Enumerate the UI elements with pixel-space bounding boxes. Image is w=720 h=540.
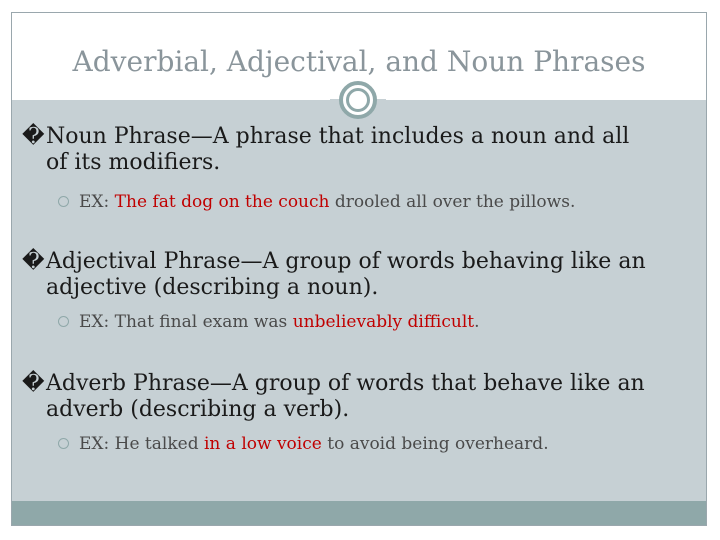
example-adverb-phrase <box>58 433 698 455</box>
footer-band <box>12 501 706 525</box>
bullet-line2: adjective (describing a noun). <box>46 275 379 300</box>
example-noun-phrase <box>58 191 698 213</box>
bullet-line1: Noun Phrase—A phrase that includes a noun and all <box>46 124 630 149</box>
example-highlight: in a low voice <box>204 434 322 454</box>
example-suffix: . <box>474 312 480 332</box>
example-prefix: EX: <box>79 192 115 212</box>
circle-ornament-icon <box>339 81 377 119</box>
bullet-line2: of its modifiers. <box>46 150 221 175</box>
bullet-line2: adverb (describing a verb). <box>46 397 350 422</box>
example-prefix: EX: He talked <box>79 434 204 454</box>
divider-line-right <box>386 98 706 100</box>
circle-bullet-icon <box>58 196 69 207</box>
example-suffix: drooled all over the pillows. <box>329 192 576 212</box>
bullet-line1: Adjectival Phrase—A group of words behaving like an <box>46 249 646 274</box>
example-highlight: The fat dog on the couch <box>114 192 330 212</box>
circle-ornament-inner <box>346 88 370 112</box>
bullet-noun-phrase <box>22 124 702 176</box>
example-suffix: to avoid being overheard. <box>321 434 549 454</box>
bullet-marker-icon: � <box>22 249 45 274</box>
bullet-line1: Adverb Phrase—A group of words that behave like an <box>46 371 645 396</box>
bullet-adjectival-phrase <box>22 249 702 301</box>
slide-title: Adverbial, Adjectival, and Noun Phrases <box>72 45 646 78</box>
bullet-marker-icon: � <box>22 124 45 149</box>
circle-bullet-icon <box>58 316 69 327</box>
divider-line-left <box>12 98 330 100</box>
circle-bullet-icon <box>58 438 69 449</box>
example-adjectival-phrase <box>58 311 698 333</box>
example-prefix: EX: That final exam was <box>79 312 293 332</box>
bullet-adverb-phrase <box>22 371 702 423</box>
bullet-marker-icon: � <box>22 371 45 396</box>
example-highlight: unbelievably difficult <box>292 312 475 332</box>
